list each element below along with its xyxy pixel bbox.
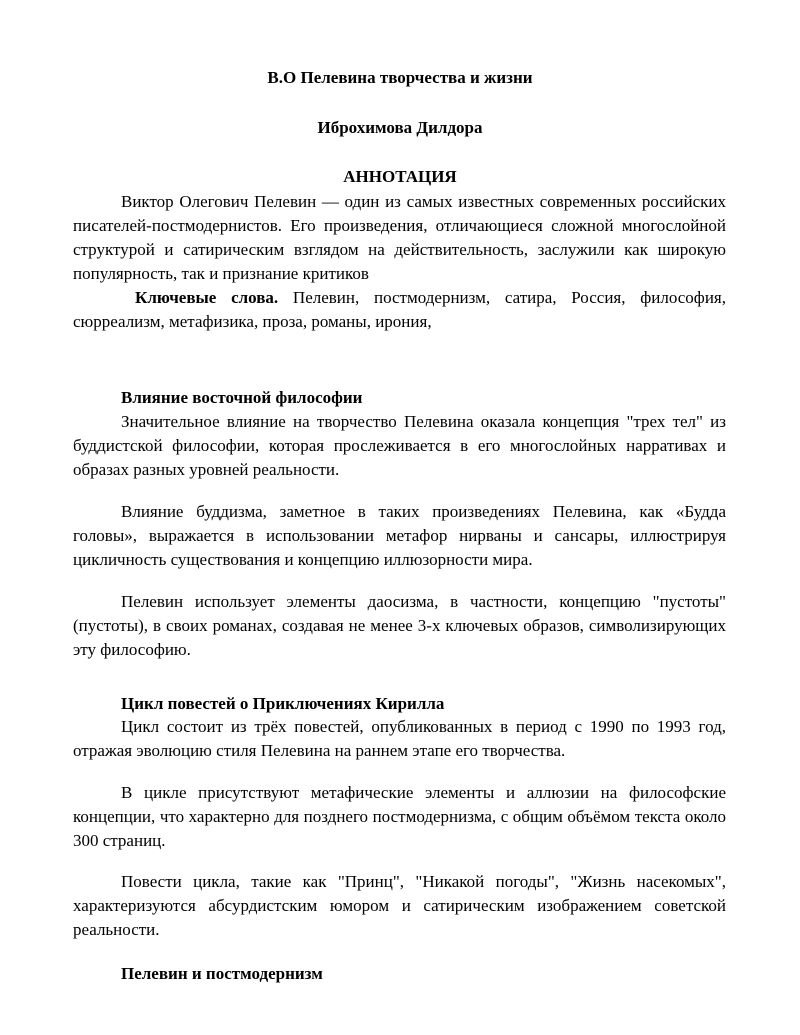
paragraph: Пелевин использует элементы даосизма, в частности, концепцию "пустоты" (пустоты), в своих романах, создавая не менее 3-х ключевых образов, символизирующих эту философию. bbox=[73, 592, 726, 659]
keywords-label: Ключевые слова. bbox=[135, 288, 279, 307]
annotation-heading: АННОТАЦИЯ bbox=[343, 167, 457, 186]
author-name: Иброхимова Дилдора bbox=[317, 118, 483, 137]
annotation-text: Виктор Олегович Пелевин — один из самых известных современных российских писателей-постмодернистов. Его произведения, отличающиеся сложной многослойной структурой и сатирическим взглядом на действительность, заслужили как широкую популярность, так и признание критиков bbox=[73, 192, 726, 283]
document-title: В.О Пелевина творчества и жизни bbox=[267, 68, 533, 87]
section-heading-kirill-cycle: Цикл повестей о Приключениях Кирилла bbox=[121, 694, 445, 713]
section-heading-eastern-philosophy: Влияние восточной философии bbox=[121, 388, 363, 407]
keywords-paragraph bbox=[73, 286, 726, 334]
section-heading-postmodernism: Пелевин и постмодернизм bbox=[121, 964, 323, 983]
paragraph: Повести цикла, такие как "Принц", "Никакой погоды", "Жизнь насекомых", характеризуются абсурдистским юмором и сатирическим изображением советской реальности. bbox=[73, 872, 726, 939]
paragraph: В цикле присутствуют метафические элементы и аллюзии на философские концепции, что характерно для позднего постмодернизма, с общим объёмом текста около 300 страниц. bbox=[73, 783, 726, 850]
keywords-text: Пелевин, постмодернизм, сатира, Россия, философия, сюрреализм, метафизика, проза, романы, ирония, bbox=[73, 288, 726, 331]
paragraph: Значительное влияние на творчество Пелевина оказала концепция "трех тел" из буддистской философии, которая прослеживается в его многослойных нарративах и образах разных уровней реальности. bbox=[73, 412, 726, 479]
paragraph: Влияние буддизма, заметное в таких произведениях Пелевина, как «Будда головы», выражается в использовании метафор нирваны и сансары, иллюстрируя цикличность существования и концепцию иллюзорности мира. bbox=[73, 502, 726, 569]
paragraph: Цикл состоит из трёх повестей, опубликованных в период с 1990 по 1993 год, отражая эволюцию стиля Пелевина на раннем этапе его творчества. bbox=[73, 717, 726, 760]
